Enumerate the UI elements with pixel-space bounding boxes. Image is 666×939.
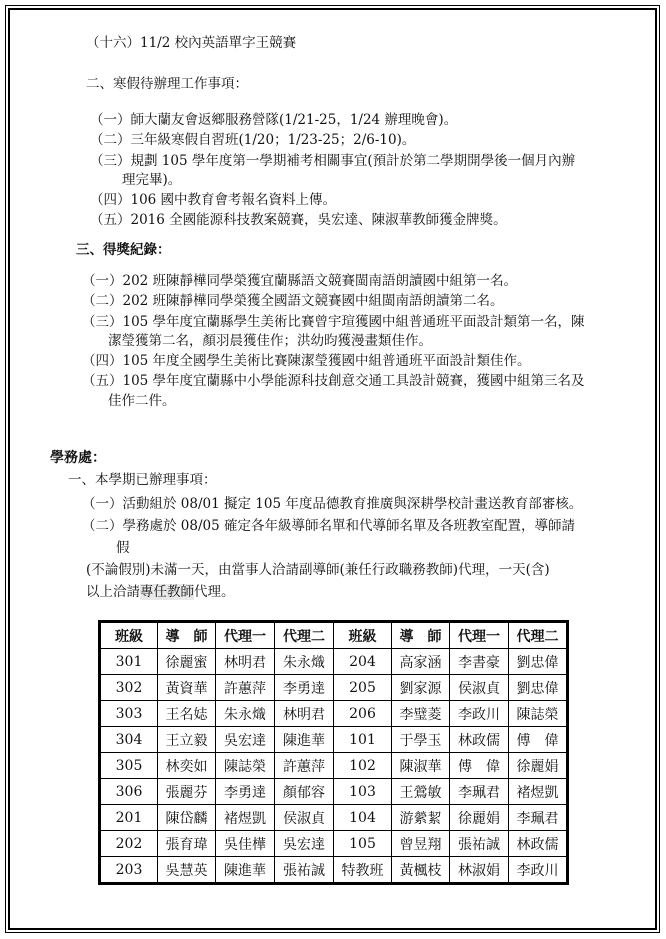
cell-class: 304 xyxy=(100,727,158,753)
cell-substitute-1: 李政川 xyxy=(450,701,509,727)
cell-homeroom-teacher: 王名娡 xyxy=(158,701,216,727)
cell-class: 204 xyxy=(334,649,392,675)
cell-class: 105 xyxy=(334,831,392,857)
cell-substitute-1: 侯淑貞 xyxy=(450,675,509,701)
cell-class: 303 xyxy=(100,701,158,727)
table-header-row xyxy=(100,622,568,649)
cell-substitute-2: 李珮君 xyxy=(509,805,568,831)
cell-substitute-2: 林明君 xyxy=(275,701,334,727)
table-row xyxy=(100,857,568,884)
cell-substitute-2: 許蕙萍 xyxy=(275,753,334,779)
winter-item: （一）師大蘭友會返鄉服務營隊(1/21-25，1/24 辦理晚會)。 xyxy=(90,112,458,128)
cell-homeroom-teacher: 曾昱翔 xyxy=(392,831,450,857)
award-item-continuation: 佳作二件。 xyxy=(108,393,176,409)
cell-substitute-2: 李政川 xyxy=(509,857,568,884)
cell-substitute-1: 吳佳樺 xyxy=(216,831,275,857)
winter-item-continuation: 理完畢)。 xyxy=(122,172,182,188)
table-row xyxy=(100,727,568,753)
cell-substitute-2: 吳宏達 xyxy=(275,831,334,857)
text-segment: 代理。 xyxy=(194,584,235,600)
header-substitute-1: 代理一 xyxy=(216,622,275,649)
cell-substitute-2: 朱永熾 xyxy=(275,649,334,675)
cell-class: 101 xyxy=(334,727,392,753)
cell-homeroom-teacher: 徐麗蜜 xyxy=(158,649,216,675)
cell-class: 103 xyxy=(334,779,392,805)
cell-substitute-1: 傅 偉 xyxy=(450,753,509,779)
heading-completed-tasks: 一、本學期已辦理事項： xyxy=(68,472,217,488)
cell-substitute-1: 李珮君 xyxy=(450,779,509,805)
header-homeroom-teacher: 導 師 xyxy=(158,622,216,649)
header-substitute-2: 代理二 xyxy=(275,622,334,649)
table-row xyxy=(100,831,568,857)
substitute-rule-line1: (不論假別)未滿一天，由當事人洽請副導師(兼任行政職務教師)代理，一天(含) xyxy=(86,562,550,578)
cell-class: 203 xyxy=(100,857,158,884)
cell-homeroom-teacher: 吳慧英 xyxy=(158,857,216,884)
table-row xyxy=(100,805,568,831)
cell-substitute-2: 顏郁容 xyxy=(275,779,334,805)
cell-homeroom-teacher: 高家涵 xyxy=(392,649,450,675)
cell-substitute-1: 林淑娟 xyxy=(450,857,509,884)
award-item: （三）105 學年度宜蘭縣學生美術比賽曾宇瑄獲國中組普通班平面設計類第一名，陳 xyxy=(82,314,585,330)
header-class: 班級 xyxy=(334,622,392,649)
substitute-rule-line2 xyxy=(86,582,235,602)
cell-homeroom-teacher: 王立毅 xyxy=(158,727,216,753)
cell-class: 306 xyxy=(100,779,158,805)
cell-homeroom-teacher: 于學玉 xyxy=(392,727,450,753)
cell-substitute-1: 林政儒 xyxy=(450,727,509,753)
cell-substitute-1: 褚煜凱 xyxy=(216,805,275,831)
affairs-item: （二）學務處於 08/05 確定各年級導師名單和代導師名單及各班教室配置，導師請 xyxy=(82,518,575,534)
cell-substitute-2: 林政儒 xyxy=(509,831,568,857)
cell-class: 特教班 xyxy=(334,857,392,884)
heading-winter-tasks: 二、寒假待辦理工作事項： xyxy=(86,76,248,92)
cell-class: 305 xyxy=(100,753,158,779)
cell-homeroom-teacher: 陳岱麟 xyxy=(158,805,216,831)
cell-homeroom-teacher: 黃資華 xyxy=(158,675,216,701)
award-item: （五）105 學年度宜蘭縣中小學能源科技創意交通工具設計競賽，獲國中組第三名及 xyxy=(82,373,585,389)
highlighted-text: 專任教師 xyxy=(140,584,194,600)
cell-substitute-1: 李書豪 xyxy=(450,649,509,675)
cell-substitute-2: 劉忠偉 xyxy=(509,649,568,675)
cell-substitute-2: 徐麗娟 xyxy=(509,753,568,779)
cell-substitute-1: 朱永熾 xyxy=(216,701,275,727)
award-item: （四）105 年度全國學生美術比賽陳潔瑩獲國中組普通班平面設計類佳作。 xyxy=(82,353,531,369)
cell-homeroom-teacher: 李璧菱 xyxy=(392,701,450,727)
cell-homeroom-teacher: 張麗芬 xyxy=(158,779,216,805)
item-16: （十六）11/2 校內英語單字王競賽 xyxy=(86,35,297,51)
cell-substitute-2: 劉忠偉 xyxy=(509,675,568,701)
cell-class: 301 xyxy=(100,649,158,675)
winter-item: （二）三年級寒假自習班(1/20；1/23-25；2/6-10)。 xyxy=(90,132,416,148)
cell-class: 302 xyxy=(100,675,158,701)
table-row xyxy=(100,649,568,675)
cell-substitute-2: 侯淑貞 xyxy=(275,805,334,831)
cell-homeroom-teacher: 陳淑華 xyxy=(392,753,450,779)
winter-item: （三）規劃 105 學年度第一學期補考相關事宜(預計於第二學期開學後一個月內辦 xyxy=(90,153,576,169)
cell-homeroom-teacher: 黃楓枝 xyxy=(392,857,450,884)
cell-homeroom-teacher: 劉家源 xyxy=(392,675,450,701)
header-substitute-2: 代理二 xyxy=(509,622,568,649)
cell-substitute-1: 吳宏達 xyxy=(216,727,275,753)
cell-homeroom-teacher: 王鶯敏 xyxy=(392,779,450,805)
table-row xyxy=(100,701,568,727)
cell-substitute-1: 張祐誠 xyxy=(450,831,509,857)
header-homeroom-teacher: 導 師 xyxy=(392,622,450,649)
cell-substitute-1: 陳誌榮 xyxy=(216,753,275,779)
affairs-item: （一）活動組於 08/01 擬定 105 年度品德教育推廣與深耕學校計畫送教育部審核。 xyxy=(82,496,583,512)
table-body xyxy=(100,649,568,884)
section-title-student-affairs: 學務處： xyxy=(50,450,106,466)
cell-substitute-1: 徐麗娟 xyxy=(450,805,509,831)
cell-class: 206 xyxy=(334,701,392,727)
cell-class: 205 xyxy=(334,675,392,701)
winter-item: （五）2016 全國能源科技教案競賽，吳宏達、陳淑華教師獲金牌獎。 xyxy=(90,212,507,228)
award-item: （一）202 班陳靜樺同學榮獲宜蘭縣語文競賽閩南語朗讀國中組第一名。 xyxy=(82,273,518,289)
cell-class: 102 xyxy=(334,753,392,779)
heading-awards: 三、得獎紀錄： xyxy=(76,242,171,258)
header-substitute-1: 代理一 xyxy=(450,622,509,649)
cell-homeroom-teacher: 林奕如 xyxy=(158,753,216,779)
table-row xyxy=(100,753,568,779)
table-row xyxy=(100,675,568,701)
award-item: （二）202 班陳靜樺同學榮獲全國語文競賽國中組閩南語朗讀第二名。 xyxy=(82,293,504,309)
homeroom-substitute-table xyxy=(98,620,569,885)
cell-substitute-1: 林明君 xyxy=(216,649,275,675)
cell-substitute-2: 李勇達 xyxy=(275,675,334,701)
cell-class: 202 xyxy=(100,831,158,857)
header-class: 班級 xyxy=(100,622,158,649)
cell-substitute-1: 陳進華 xyxy=(216,857,275,884)
table-row xyxy=(100,779,568,805)
cell-substitute-2: 褚煜凱 xyxy=(509,779,568,805)
cell-substitute-1: 李勇達 xyxy=(216,779,275,805)
cell-substitute-2: 張祐誠 xyxy=(275,857,334,884)
cell-substitute-1: 許蕙萍 xyxy=(216,675,275,701)
cell-substitute-2: 傅 偉 xyxy=(509,727,568,753)
cell-class: 201 xyxy=(100,805,158,831)
award-item-continuation: 潔瑩獲第二名，顏羽晨獲佳作；洪幼昀獲漫畫類佳作。 xyxy=(108,333,432,349)
cell-class: 104 xyxy=(334,805,392,831)
cell-substitute-2: 陳進華 xyxy=(275,727,334,753)
cell-substitute-2: 陳誌榮 xyxy=(509,701,568,727)
affairs-item-continuation: 假 xyxy=(116,540,130,556)
cell-homeroom-teacher: 張育瑋 xyxy=(158,831,216,857)
winter-item: （四）106 國中教育會考報名資料上傳。 xyxy=(90,192,337,208)
text-segment: 以上洽請 xyxy=(86,584,140,600)
cell-homeroom-teacher: 游縈絜 xyxy=(392,805,450,831)
